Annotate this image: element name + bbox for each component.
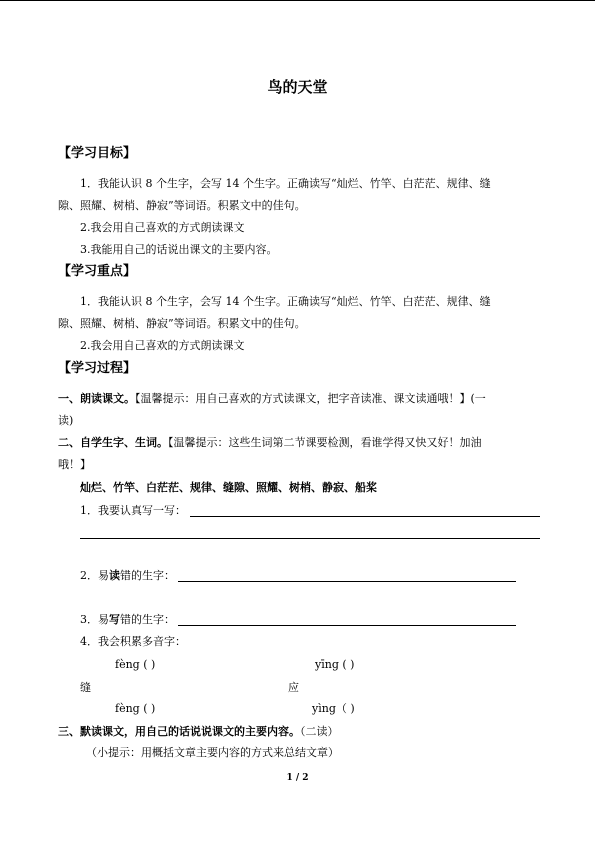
keypoints-heading: 【学习重点】 [58,264,137,279]
question2-emphasis: 读 [109,569,120,582]
keypoints-item2: 2.我会用自己喜欢的方式朗读课文 [80,339,245,352]
question3-prefix: 3．易 [80,613,109,626]
pinyin-feng-2: fèng ( ) [115,702,156,715]
question1-answer-line[interactable] [190,516,540,517]
section2-title: 二、自学生字、生词。 [58,436,168,449]
goals-item1-line1: 1．我能认识 8 个生字，会写 14 个生字。正确读写“灿烂、竹竿、白茫茫、规律、缝 [80,177,491,190]
top-border-line [0,0,595,1]
goals-item3: 3.我能用自己的话说出课文的主要内容。 [80,243,278,256]
question2-answer-line[interactable] [178,581,516,582]
question1-label: 1．我要认真写一写： [80,504,186,517]
goals-heading: 【学习目标】 [58,146,137,161]
keypoints-item1-line2: 隙、照耀、树梢、静寂”等词语。积累文中的佳句。 [58,317,306,330]
section1-line2: 读) [58,414,74,427]
pinyin-ying-1: yīng ( ) [315,658,355,671]
vocabulary-words: 灿烂、竹竿、白茫茫、规律、缝隙、照耀、树梢、静寂、船桨 [80,481,377,494]
process-heading: 【学习过程】 [58,361,137,376]
question3-label [80,613,175,626]
pinyin-ying-4: yìng（ ) [312,702,355,715]
question3-emphasis: 写 [109,613,120,626]
question2-label [80,569,175,582]
page-title: 鸟的天堂 [267,78,328,96]
page-number: 1 / 2 [286,773,309,783]
question3-suffix: 错的生字： [120,613,175,626]
section2-line1 [58,436,482,449]
question2-suffix: 错的生字： [120,569,175,582]
section2-line2: 哦！】 [58,458,91,471]
goals-item2: 2.我会用自己喜欢的方式朗读课文 [80,221,245,234]
section3-note: （二读） [300,725,339,738]
section3-tip: （小提示：用概括文章主要内容的方式来总结文章） [86,746,339,759]
question1-answer-line-2[interactable] [80,538,540,539]
goals-item1-line2: 隙、照耀、树梢、静寂”等词语。积累文中的佳句。 [58,199,306,212]
section1-title: 一、朗读课文。 [58,392,135,405]
polyphonic-char-feng: 缝 [80,681,91,694]
question3-answer-line[interactable] [178,625,516,626]
section1-line1 [58,392,486,405]
section3-title: 三、默读课文，用自己的话说说课文的主要内容。 [58,725,300,738]
section2-tip: 【温馨提示：这些生词第二节课要检测，看谁学得又快又好！加油 [168,436,482,449]
section3-line [58,725,339,738]
polyphonic-char-ying: 应 [288,681,299,694]
pinyin-feng-4: fèng ( ) [115,658,156,671]
question4-label: 4．我会积累多音字： [80,635,186,648]
section1-tip: 【温馨提示：用自己喜欢的方式读课文，把字音读准、课文读通哦！】(一 [135,392,486,405]
keypoints-item1-line1: 1．我能认识 8 个生字，会写 14 个生字。正确读写“灿烂、竹竿、白茫茫、规律、缝 [80,295,491,308]
question2-prefix: 2．易 [80,569,109,582]
